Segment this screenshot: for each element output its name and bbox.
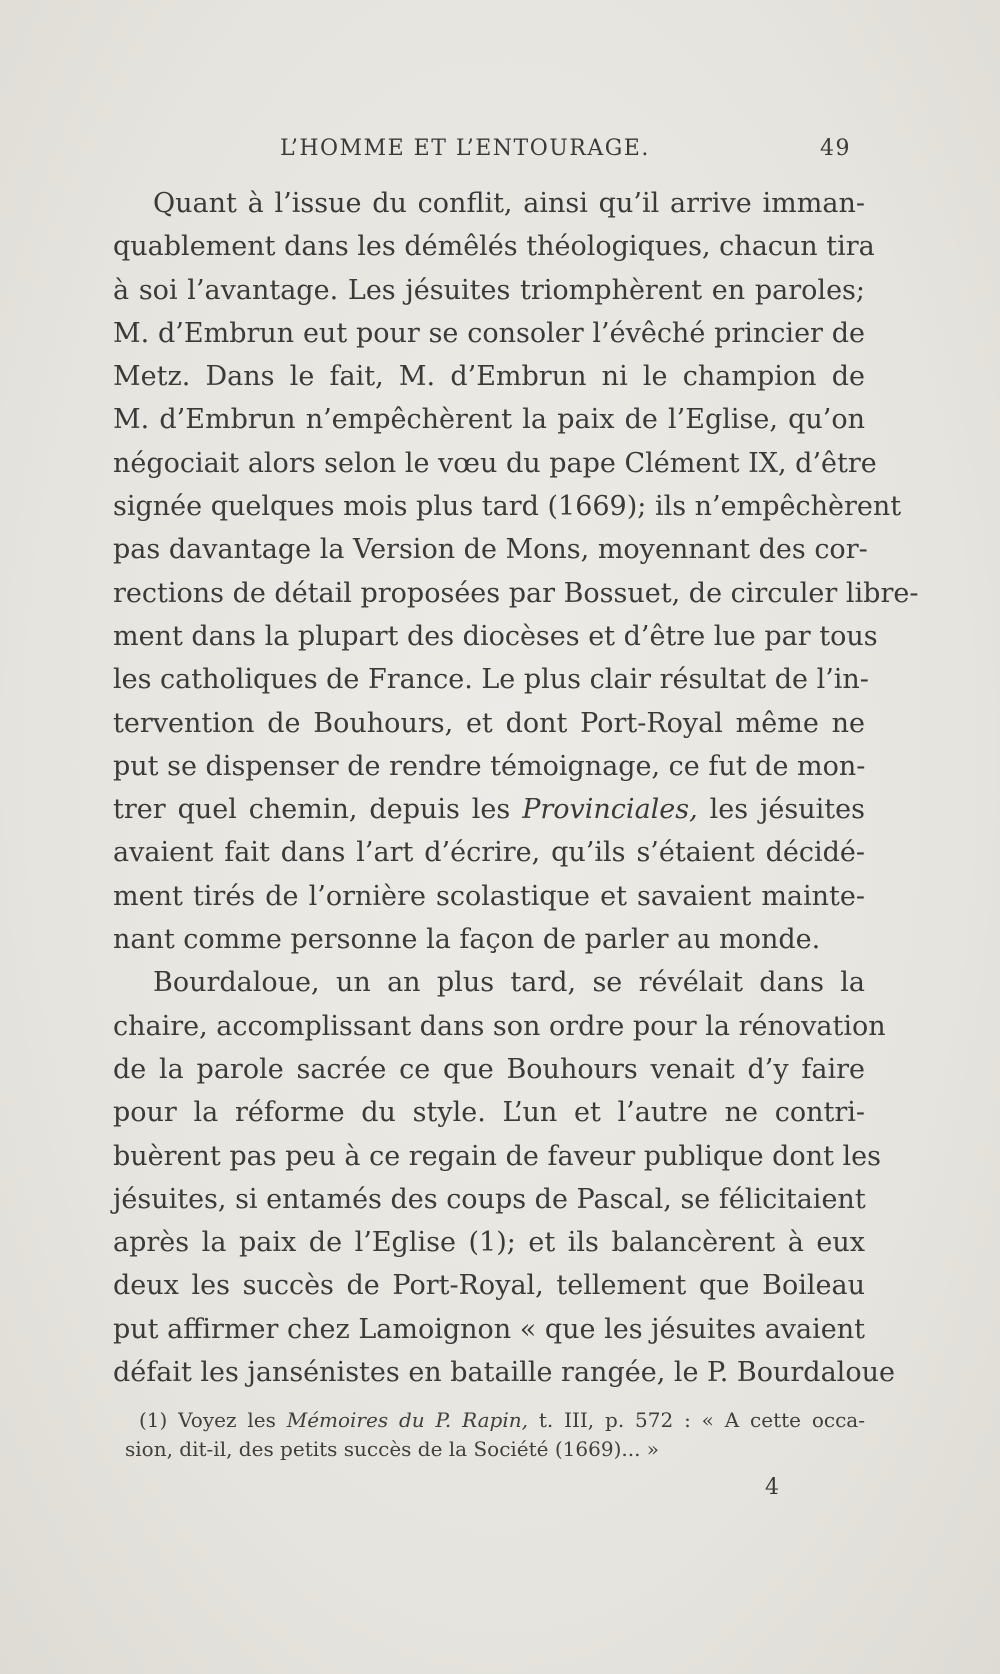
text-line: défait les jansénistes en bataille rangée, le P. Bourdaloue <box>113 1357 895 1389</box>
text-line: chaire, accomplissant dans son ordre pour la rénovation <box>113 1010 886 1042</box>
text-line: de la parole sacrée ce que Bouhours venait d’y faire <box>113 1053 865 1085</box>
text-line: après la paix de l’Eglise (1); et ils balancèrent à eux <box>113 1227 865 1259</box>
page-number: 49 <box>820 136 851 161</box>
text-line: pas davantage la Version de Mons, moyennant des cor- <box>113 534 868 566</box>
text-line: signée quelques mois plus tard (1669); ils n’empêchèrent <box>113 491 902 523</box>
text-line: les catholiques de France. Le plus clair résultat de l’in- <box>113 664 869 696</box>
italic-title: Provinciales, <box>522 794 698 826</box>
footnote-line: sion, dit-il, des petits succès de la Société (1669)... » <box>125 1437 660 1461</box>
footnote-segment: (1) Voyez les <box>139 1408 276 1432</box>
text-line: ment dans la plupart des diocèses et d’être lue par tous <box>113 620 878 652</box>
text-line-with-italic <box>113 788 865 831</box>
text-line: M. d’Embrun n’empêchèrent la paix de l’Eglise, qu’on <box>113 404 865 436</box>
footnote-line <box>125 1406 865 1435</box>
text-line: buèrent pas peu à ce regain de faveur publique dont les <box>113 1140 881 1172</box>
signature-mark: 4 <box>765 1475 779 1500</box>
text-segment: les jésuites <box>709 794 865 826</box>
footnote-italic: Mémoires du P. Rapin, <box>286 1408 528 1432</box>
text-line: rections de détail proposées par Bossuet, de circuler libre- <box>113 577 919 609</box>
footnote-segment: t. III, p. 572 : « A cette occa- <box>538 1408 865 1432</box>
text-segment: trer quel chemin, depuis les <box>113 794 511 826</box>
text-line: pour la réforme du style. L’un et l’autre ne contri- <box>113 1097 865 1129</box>
text-line: Metz. Dans le fait, M. d’Embrun ni le champion de <box>113 361 865 393</box>
text-line: nant comme personne la façon de parler au monde. <box>113 924 821 956</box>
text-line: tervention de Bouhours, et dont Port-Royal même ne <box>113 707 865 739</box>
text-line: jésuites, si entamés des coups de Pascal, se félicitaient <box>113 1183 866 1215</box>
text-line: M. d’Embrun eut pour se consoler l’évêché princier de <box>113 317 865 349</box>
text-line: Quant à l’issue du conflit, ainsi qu’il arrive imman- <box>153 188 865 219</box>
text-line: à soi l’avantage. Les jésuites triomphèrent en paroles; <box>113 274 865 306</box>
text-line: quablement dans les démêlés théologiques, chacun tira <box>113 231 875 263</box>
footnote <box>125 1406 865 1464</box>
body-text <box>113 182 919 1394</box>
page-header <box>0 136 1000 170</box>
text-line: avaient fait dans l’art d’écrire, qu’ils s’étaient décidé- <box>113 837 865 869</box>
text-line: Bourdaloue, un an plus tard, se révélait dans la <box>153 967 865 999</box>
text-line: négociait alors selon le vœu du pape Clément IX, d’être <box>113 447 877 479</box>
running-title: L’HOMME ET L’ENTOURAGE. <box>280 136 650 161</box>
text-line: put se dispenser de rendre témoignage, ce fut de mon- <box>113 750 866 782</box>
text-line: put affirmer chez Lamoignon « que les jésuites avaient <box>113 1313 865 1345</box>
text-line: deux les succès de Port-Royal, tellement que Boileau <box>113 1270 865 1302</box>
text-line: ment tirés de l’ornière scolastique et savaient mainte- <box>113 880 865 912</box>
